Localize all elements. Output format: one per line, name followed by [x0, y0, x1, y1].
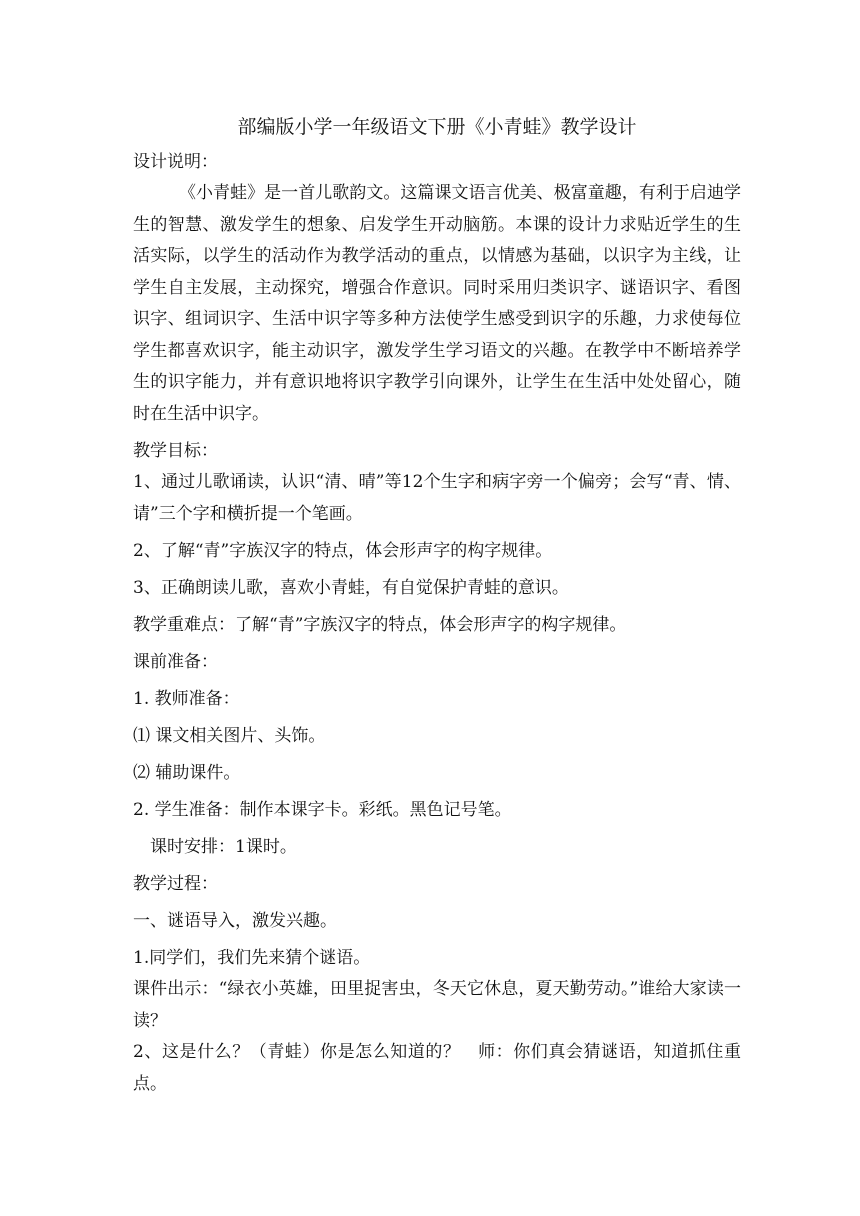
goal-item-2: 2、了解“青”字族汉字的特点，体会形声字的构字规律。: [133, 541, 553, 561]
process-label: 教学过程：: [133, 874, 218, 894]
schedule: 课时安排：1课时。: [150, 837, 297, 857]
document-title: 部编版小学一年级语文下册《小青蛙》教学设计: [237, 116, 637, 138]
design-paragraph: 《小青蛙》是一首儿歌韵文。这篇课文语言优美、极富童趣，有利于启迪学生的智慧、激发学生的想象、启发学生开动脑筋。本课的设计力求贴近学生的生活实际，以学生的活动作为教学活动的重点，以情感为基础，以识字为主线，让学生自主发展，主动探究，增强合作意识。同时采用归类识字、谜语识字、看图识字、组词识字、生活中识字等多种方法使学生感受到识字的乐趣，力求使每位学生都喜欢识字，能主动识字，激发学生学习语文的兴趣。在教学中不断培养学生的识字能力，并有意识地将识字教学引向课外，让学生在生活中处处留心，随时在生活中识字。: [133, 183, 741, 424]
goal-item-3: 3、正确朗读儿歌，喜欢小青蛙，有自觉保护青蛙的意识。: [133, 578, 569, 598]
process-step-1: 一、谜语导入，激发兴趣。: [133, 911, 337, 931]
goals-label: 教学目标：: [133, 441, 218, 461]
process-step-1-item-3: 2、这是什么？（青蛙）你是怎么知道的？ 师：你们真会猜谜语，知道抓住重点。: [133, 1042, 741, 1094]
prep-student: 2. 学生准备：制作本课字卡。彩纸。黑色记号笔。: [133, 800, 512, 820]
process-step-1-item-2: 课件出示：“绿衣小英雄，田里捉害虫，冬天它休息，夏天勤劳动。”谁给大家读一读？: [133, 979, 741, 1031]
prep-label: 课前准备：: [133, 652, 218, 672]
key-points: 教学重难点：了解“青”字族汉字的特点，体会形声字的构字规律。: [133, 615, 627, 635]
design-label: 设计说明：: [133, 152, 218, 172]
document-body: [133, 112, 741, 1100]
goal-item-1: 1、通过儿歌诵读，认识“清、晴”等12个生字和病字旁一个偏旁；会写“青、情、请”三个字和横折提一个笔画。: [133, 472, 741, 524]
prep-teacher-item-2: ⑵ 辅助课件。: [133, 763, 241, 783]
prep-teacher-item-1: ⑴ 课文相关图片、头饰。: [133, 726, 326, 746]
process-step-1-item-1: 1.同学们，我们先来猜个谜语。: [133, 948, 371, 968]
prep-teacher: 1. 教师准备：: [133, 689, 240, 709]
